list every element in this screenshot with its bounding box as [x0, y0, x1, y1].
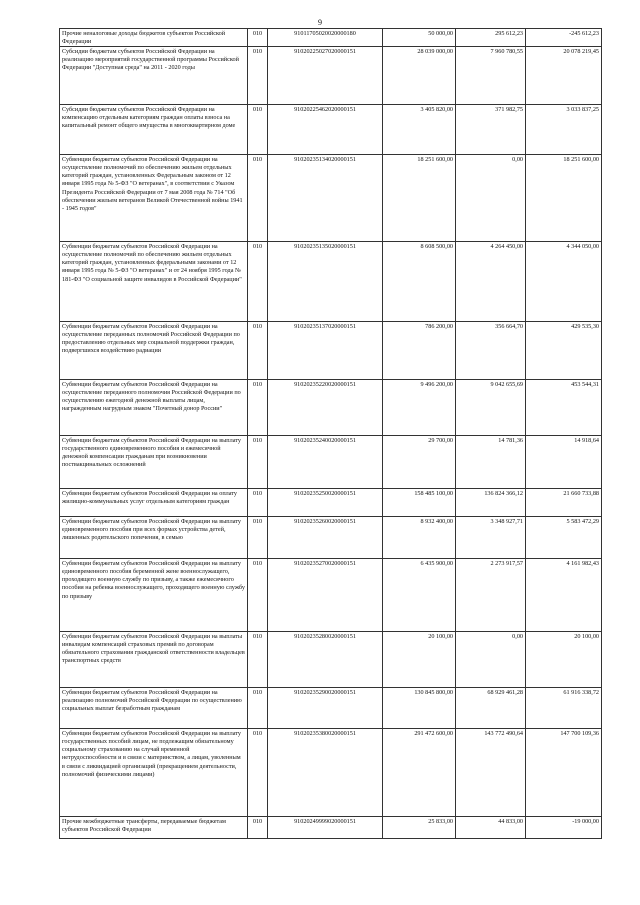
cell-plan: 29 700,00 [383, 436, 456, 489]
cell-fact: 3 348 927,71 [456, 517, 526, 559]
cell-plan: 20 100,00 [383, 632, 456, 688]
cell-fact: 14 781,36 [456, 436, 526, 489]
cell-plan: 18 251 600,00 [383, 155, 456, 242]
cell-rest: 21 660 733,88 [526, 489, 602, 517]
page-number: 9 [318, 18, 322, 27]
cell-plan: 8 932 400,00 [383, 517, 456, 559]
cell-code: 91020235220020000151 [268, 380, 383, 436]
cell-fact: 136 824 366,12 [456, 489, 526, 517]
cell-name: Субвенции бюджетам субъектов Российской Федерации на выплаты инвалидам компенсаций страховых премий по договорам обязательного страхования гражданской ответственности владельцев транспортных средств [60, 632, 248, 688]
cell-name: Субвенции бюджетам субъектов Российской Федерации на выплату государственного единовременного пособия и ежемесячной денежной компенсации гражданам при возникновении поствакцинальных осложнений [60, 436, 248, 489]
cell-admin: 010 [248, 517, 268, 559]
cell-name: Субсидии бюджетам субъектов Российской Федерации на реализацию мероприятий государственной программы Российской Федерации "Доступная среда" на 2011 - 2020 годы [60, 47, 248, 105]
cell-admin: 010 [248, 559, 268, 632]
cell-code: 91020249999020000151 [268, 817, 383, 839]
cell-name: Субвенции бюджетам субъектов Российской Федерации на выплату единовременного пособия беременной жене военнослужащего, проходящего военную службу по призыву, а также ежемесячного пособия на ребенка военнослужащего, проходящего военную службу по призыву [60, 559, 248, 632]
cell-rest: 147 700 109,36 [526, 729, 602, 817]
table-row [60, 242, 602, 322]
cell-rest: 453 544,31 [526, 380, 602, 436]
cell-admin: 010 [248, 632, 268, 688]
cell-admin: 010 [248, 242, 268, 322]
cell-plan: 50 000,00 [383, 29, 456, 47]
table-row [60, 517, 602, 559]
cell-plan: 786 200,00 [383, 322, 456, 380]
cell-admin: 010 [248, 817, 268, 839]
table-row [60, 155, 602, 242]
cell-fact: 0,00 [456, 632, 526, 688]
cell-plan: 158 485 100,00 [383, 489, 456, 517]
cell-code: 91020235137020000151 [268, 322, 383, 380]
cell-code: 91020225027020000151 [268, 47, 383, 105]
cell-code: 91020225462020000151 [268, 105, 383, 155]
cell-name: Субвенции бюджетам субъектов Российской Федерации на осуществление полномочий по обеспечению жильем отдельных категорий граждан, установленных Федеральным законом от 12 января 1995 года № 5-ФЗ "О ветеранах", в соответствии с Указом Президента Российской Федерации от 7 мая 2008 года № 714 "Об обеспечении жильем ветеранов Великой Отечественной войны 1941 - 1945 годов" [60, 155, 248, 242]
cell-rest: -245 612,23 [526, 29, 602, 47]
cell-fact: 68 929 461,28 [456, 688, 526, 729]
table-row [60, 559, 602, 632]
cell-name: Субвенции бюджетам субъектов Российской Федерации на осуществление переданных полномочий Российской Федерации по предоставлению отдельных мер социальной поддержки граждан, подвергшихся воздействию радиации [60, 322, 248, 380]
cell-code: 91020235240020000151 [268, 436, 383, 489]
table-row [60, 322, 602, 380]
table-row [60, 29, 602, 47]
cell-fact: 2 273 917,57 [456, 559, 526, 632]
cell-name: Субвенции бюджетам субъектов Российской Федерации на реализацию полномочий Российской Федерации по осуществлению социальных выплат безработным гражданам [60, 688, 248, 729]
cell-plan: 6 435 900,00 [383, 559, 456, 632]
cell-rest: 20 100,00 [526, 632, 602, 688]
cell-admin: 010 [248, 489, 268, 517]
cell-rest: 4 161 982,43 [526, 559, 602, 632]
cell-plan: 3 405 820,00 [383, 105, 456, 155]
cell-plan: 291 472 600,00 [383, 729, 456, 817]
cell-name: Субвенции бюджетам субъектов Российской Федерации на выплату единовременного пособия при всех формах устройства детей, лишенных родительского попечения, в семью [60, 517, 248, 559]
cell-fact: 9 042 655,69 [456, 380, 526, 436]
cell-name: Прочие неналоговые доходы бюджетов субъектов Российской Федерации [60, 29, 248, 47]
cell-name: Субвенции бюджетам субъектов Российской Федерации на выплату государственных пособий лицам, не подлежащим обязательному социальному страхованию на случай временной нетрудоспособности и в связи с материнством, а лицам, уволенным в связи с ликвидацией организаций (прекращением деятельности, полномочий физическими лицами) [60, 729, 248, 817]
cell-code: 91020235260020000151 [268, 517, 383, 559]
cell-code: 91020235134020000151 [268, 155, 383, 242]
cell-code: 91020235135020000151 [268, 242, 383, 322]
cell-fact: 295 612,23 [456, 29, 526, 47]
cell-admin: 010 [248, 47, 268, 105]
table-row [60, 632, 602, 688]
cell-name: Субвенции бюджетам субъектов Российской Федерации на оплату жилищно-коммунальных услуг отдельным категориям граждан [60, 489, 248, 517]
cell-code: 91011705020020000180 [268, 29, 383, 47]
cell-plan: 130 845 800,00 [383, 688, 456, 729]
cell-rest: 61 916 338,72 [526, 688, 602, 729]
cell-admin: 010 [248, 322, 268, 380]
table-row [60, 688, 602, 729]
cell-rest: 3 033 837,25 [526, 105, 602, 155]
cell-code: 91020235280020000151 [268, 632, 383, 688]
cell-rest: 4 344 050,00 [526, 242, 602, 322]
cell-plan: 25 833,00 [383, 817, 456, 839]
cell-code: 91020235290020000151 [268, 688, 383, 729]
cell-admin: 010 [248, 155, 268, 242]
table-row [60, 105, 602, 155]
cell-admin: 010 [248, 380, 268, 436]
cell-rest: -19 000,00 [526, 817, 602, 839]
revenue-table [59, 28, 602, 839]
cell-name: Субвенции бюджетам субъектов Российской Федерации на осуществление полномочий по обеспечению жильем отдельных категорий граждан, установленных федеральными законами от 12 января 1995 года № 5-ФЗ "О ветеранах" и от 24 ноября 1995 года № 181-ФЗ "О социальной защите инвалидов в Российской Федерации" [60, 242, 248, 322]
cell-name: Субсидии бюджетам субъектов Российской Федерации на компенсацию отдельным категориям граждан оплаты взноса на капитальный ремонт общего имущества в многоквартирном доме [60, 105, 248, 155]
cell-plan: 28 039 000,00 [383, 47, 456, 105]
cell-fact: 7 960 780,55 [456, 47, 526, 105]
cell-code: 91020235250020000151 [268, 489, 383, 517]
cell-admin: 010 [248, 688, 268, 729]
cell-admin: 010 [248, 29, 268, 47]
table-row [60, 817, 602, 839]
cell-admin: 010 [248, 105, 268, 155]
cell-fact: 4 264 450,00 [456, 242, 526, 322]
cell-rest: 18 251 600,00 [526, 155, 602, 242]
table-row [60, 47, 602, 105]
cell-plan: 9 496 200,00 [383, 380, 456, 436]
cell-rest: 20 078 219,45 [526, 47, 602, 105]
table-row [60, 380, 602, 436]
cell-plan: 8 608 500,00 [383, 242, 456, 322]
cell-rest: 5 583 472,29 [526, 517, 602, 559]
cell-admin: 010 [248, 729, 268, 817]
cell-fact: 143 772 490,64 [456, 729, 526, 817]
cell-name: Прочие межбюджетные трансферты, передаваемые бюджетам субъектов Российской Федерации [60, 817, 248, 839]
cell-rest: 14 918,64 [526, 436, 602, 489]
cell-name: Субвенции бюджетам субъектов Российской Федерации на осуществление переданного полномочия Российской Федерации по осуществлению ежегодной денежной выплаты лицам, награжденным нагрудным знаком "Почетный донор России" [60, 380, 248, 436]
cell-fact: 371 982,75 [456, 105, 526, 155]
table-row [60, 489, 602, 517]
cell-code: 91020235380020000151 [268, 729, 383, 817]
cell-admin: 010 [248, 436, 268, 489]
cell-rest: 429 535,30 [526, 322, 602, 380]
cell-fact: 44 833,00 [456, 817, 526, 839]
cell-fact: 0,00 [456, 155, 526, 242]
cell-fact: 356 664,70 [456, 322, 526, 380]
table-row [60, 436, 602, 489]
cell-code: 91020235270020000151 [268, 559, 383, 632]
table-row [60, 729, 602, 817]
